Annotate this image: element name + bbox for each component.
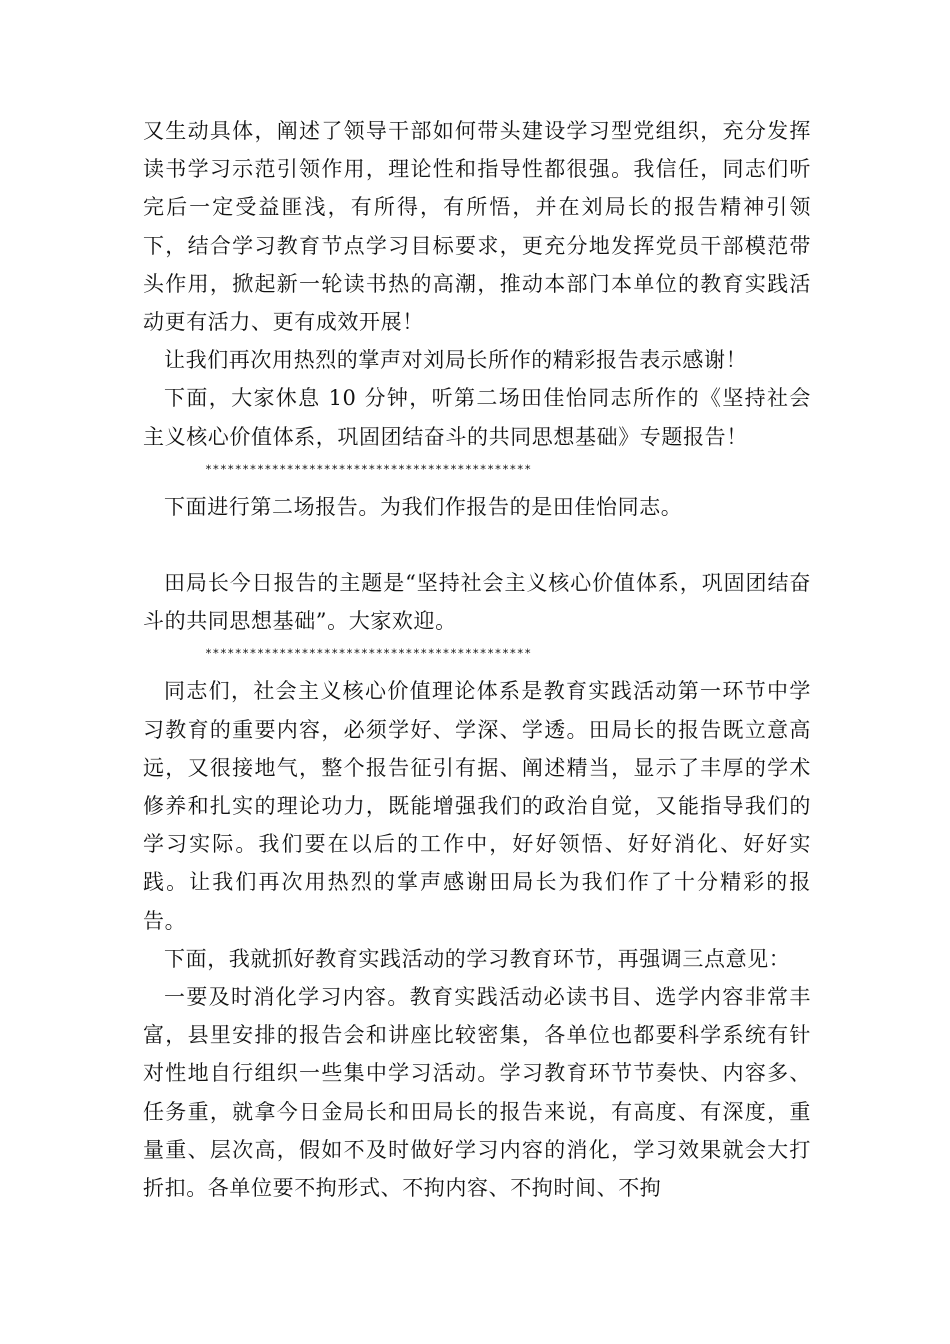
paragraph-report-topic: 田局长今日报告的主题是“坚持社会主义核心价值体系，巩固团结奋斗的共同思想基础”。大家欢迎。 [143,571,811,634]
paragraph-report-comment: 同志们，社会主义核心价值理论体系是教育实践活动第一环节中学习教育的重要内容，必须学好、学深、学透。田局长的报告既立意高远，又很接地气，整个报告征引有据、阐述精当，显示了丰厚的学术修养和扎实的理论功力，既能增强我们的政治自觉，又能指导我们的学习实际。我们要在以后的工作中，好好领悟、好好消化、好好实践。让我们再次用热烈的掌声感谢田局长为我们作了十分精彩的报告。 [143,679,811,933]
separator-stars: ******************************************** [205,646,532,661]
paragraph-report-summary: 又生动具体，阐述了领导干部如何带头建设学习型党组织，充分发挥读书学习示范引领作用，理论性和指导性都很强。我信任，同志们听完后一定受益匪浅，有所得，有所悟，并在刘局长的报告精神引领下，结合学习教育节点学习目标要求，更充分地发挥党员干部模范带头作用，掀起新一轮读书热的高潮，推动本部门本单位的教育实践活动更有活力、更有成效开展！ [143,119,811,335]
paragraph-three-points-intro: 下面，我就抓好教育实践活动的学习教育环节，再强调三点意见： [164,946,791,971]
paragraph-thanks-liu: 让我们再次用热烈的掌声对刘局长所作的精彩报告表示感谢！ [164,348,748,373]
document-page [143,112,811,1207]
separator-stars: ******************************************** [205,461,532,476]
paragraph-point-one: 一要及时消化学习内容。教育实践活动必读书目、选学内容非常丰富，县里安排的报告会和讲座比较密集，各单位也都要科学系统有针对性地自行组织一些集中学习活动。学习教育环节节奏快、内容多、任务重，就拿今日金局长和田局长的报告来说，有高度、有深度，重量重、层次高，假如不及时做好学习内容的消化，学习效果就会大打折扣。各单位要不拘形式、不拘内容、不拘时间、不拘 [143,985,811,1201]
paragraph-second-report-intro: 下面进行第二场报告。为我们作报告的是田佳怡同志。 [164,494,683,519]
paragraph-break-announcement: 下面，大家休息 10 分钟，听第二场田佳怡同志所作的《坚持社会主义核心价值体系，巩固团结奋斗的共同思想基础》专题报告！ [143,386,811,449]
